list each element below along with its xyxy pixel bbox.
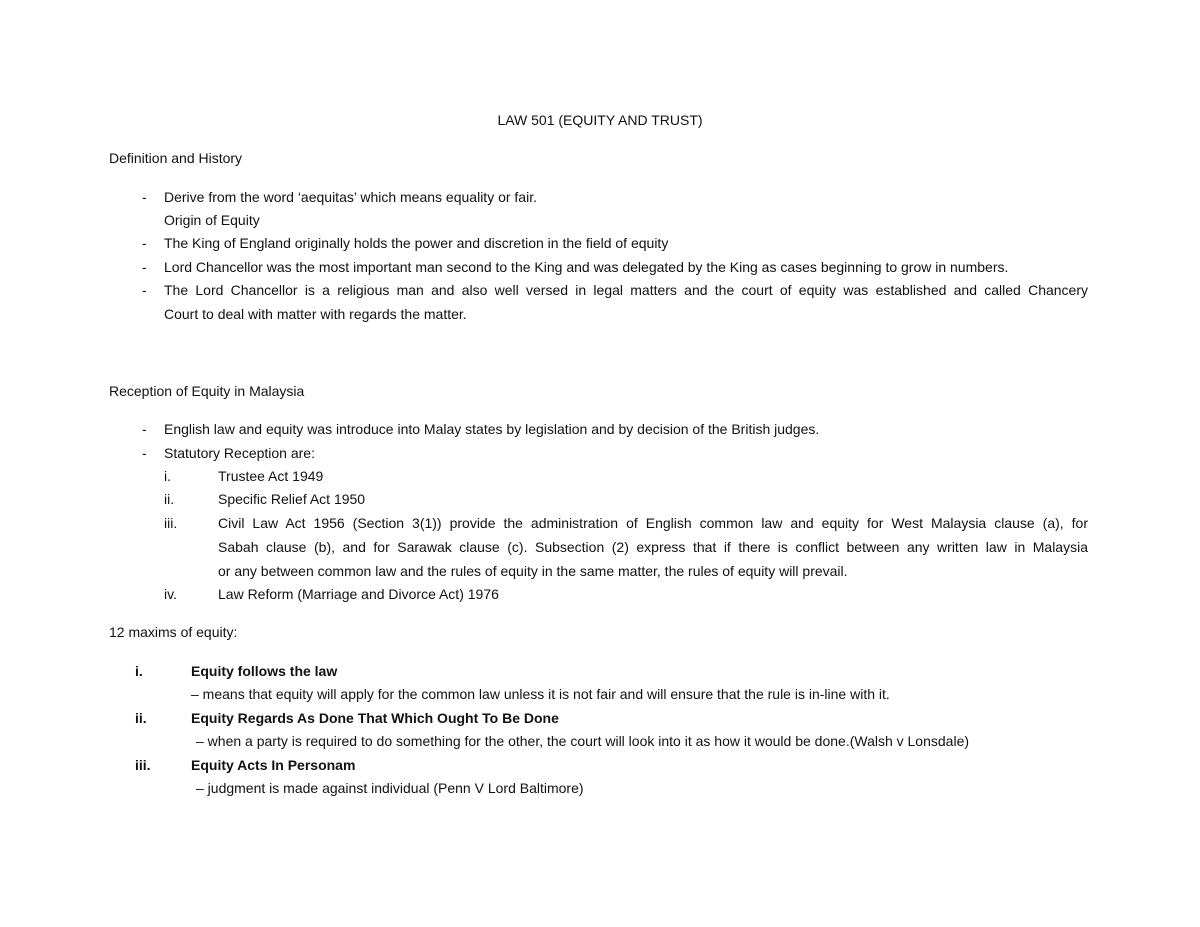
subheading-origin: Origin of Equity — [164, 212, 260, 228]
maxim-description: – means that equity will apply for the common law unless it is not fair and will ensure that the rule is in-line with it. — [191, 686, 890, 702]
maxim-title: Equity Acts In Personam — [191, 757, 356, 773]
sub-list-item: Specific Relief Act 1950 — [218, 491, 366, 507]
section-heading-maxims: 12 maxims of equity: — [109, 624, 238, 640]
sub-list-item: Law Reform (Marriage and Divorce Act) 1976 — [218, 586, 499, 602]
sub-list-item: Civil Law Act 1956 (Section 3(1)) provide the administration of English common law and equity for West Malaysia clause (a), for — [218, 515, 1088, 531]
roman-numeral: i. — [164, 468, 171, 484]
sub-list-item: Trustee Act 1949 — [218, 468, 324, 484]
list-item: The Lord Chancellor is a religious man and also well versed in legal matters and the court of equity was established and called Chancery — [164, 282, 1088, 298]
maxim-title: Equity follows the law — [191, 663, 338, 679]
maxim-title: Equity Regards As Done That Which Ought To Be Done — [191, 710, 559, 726]
bullet-marker: - — [142, 235, 147, 251]
bullet-marker: - — [142, 189, 147, 205]
list-item: The King of England originally holds the power and discretion in the field of equity — [164, 235, 669, 251]
sub-list-item-continuation: Sabah clause (b), and for Sarawak clause (c). Subsection (2) express that if there is conflict between any written law in Malaysia — [218, 539, 1088, 555]
section-heading-reception: Reception of Equity in Malaysia — [109, 383, 305, 399]
roman-numeral: ii. — [164, 491, 175, 507]
bullet-marker: - — [142, 445, 147, 461]
bullet-marker: - — [142, 421, 147, 437]
maxim-number: i. — [135, 663, 143, 679]
list-item: English law and equity was introduce into Malay states by legislation and by decision of the British judges. — [164, 421, 820, 437]
section-heading-definition: Definition and History — [109, 150, 243, 166]
bullet-marker: - — [142, 259, 147, 275]
roman-numeral: iii. — [164, 515, 178, 531]
maxim-description: – when a party is required to do something for the other, the court will look into it as how it would be done.(Walsh v Lonsdale) — [196, 733, 970, 749]
sub-list-item-continuation: or any between common law and the rules of equity in the same matter, the rules of equity will prevail. — [218, 563, 848, 579]
list-item: Lord Chancellor was the most important man second to the King and was delegated by the King as cases beginning to grow in numbers. — [164, 259, 1009, 275]
maxim-description: – judgment is made against individual (Penn V Lord Baltimore) — [196, 780, 584, 796]
list-item: Derive from the word ‘aequitas’ which means equality or fair. — [164, 189, 537, 205]
document-title: LAW 501 (EQUITY AND TRUST) — [497, 112, 703, 128]
list-item-continuation: Court to deal with matter with regards the matter. — [164, 306, 467, 322]
maxim-number: iii. — [135, 757, 151, 773]
bullet-marker: - — [142, 282, 147, 298]
roman-numeral: iv. — [164, 586, 177, 602]
maxim-number: ii. — [135, 710, 147, 726]
list-item: Statutory Reception are: — [164, 445, 315, 461]
